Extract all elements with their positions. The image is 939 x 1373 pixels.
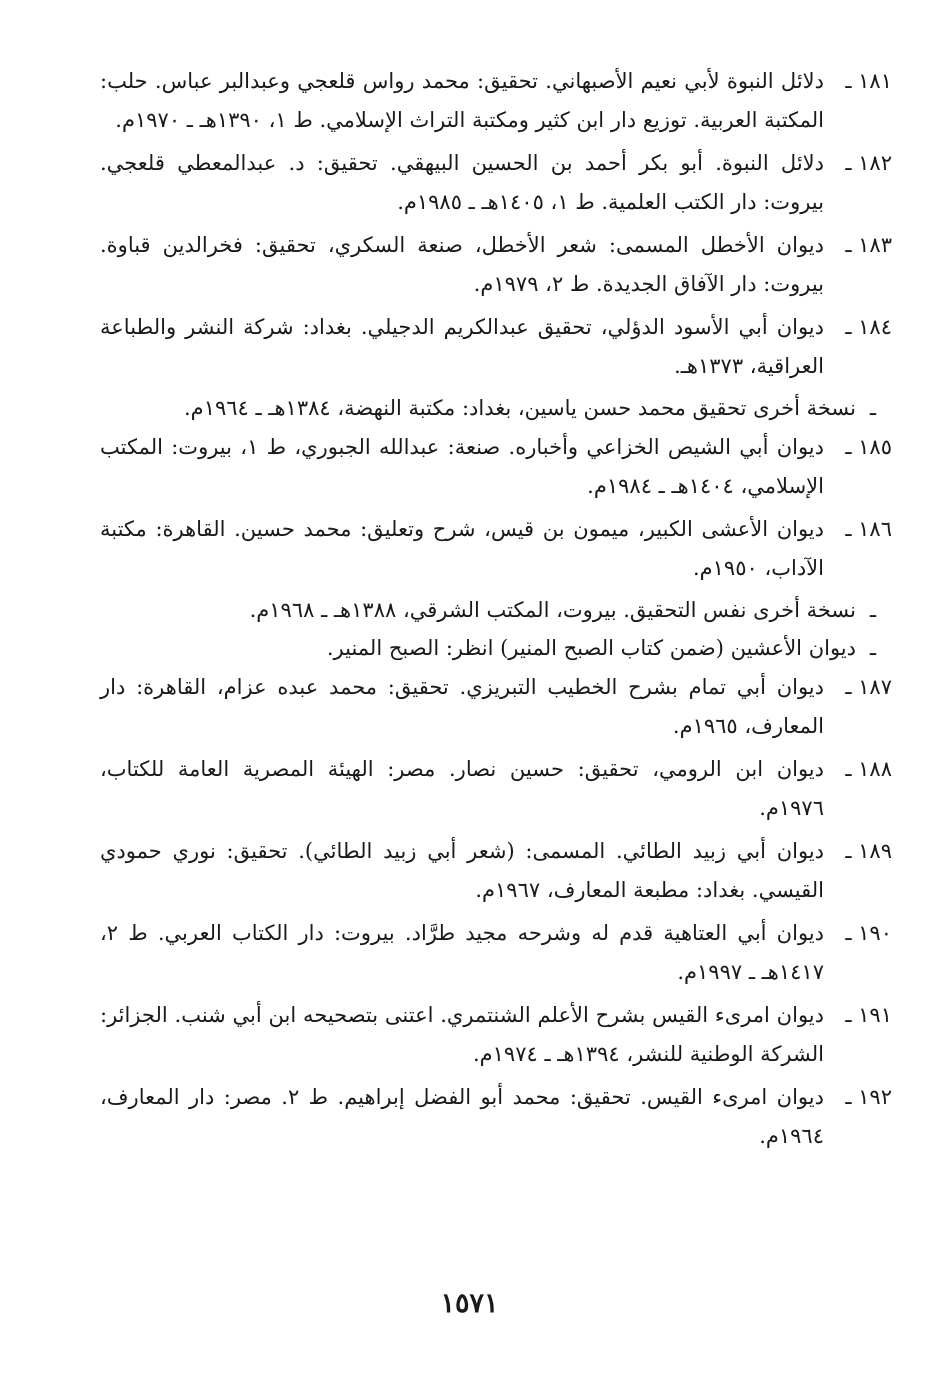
subentry-dash: ـ xyxy=(869,396,876,420)
subentry-dash: ـ xyxy=(869,636,876,660)
entry-text: ديوان أبي الأسود الدؤلي، تحقيق عبدالكريم الدجيلي. بغداد: شركة النشر والطباعة العراقية، ١٣٧٣هـ. xyxy=(100,315,824,378)
bibliography-entry-181 xyxy=(100,62,892,140)
bibliography-entry-191 xyxy=(100,996,892,1074)
subentry-dash: ـ xyxy=(869,598,876,622)
bibliography-list xyxy=(100,62,892,1160)
entry-text: دلائل النبوة. أبو بكر أحمد بن الحسين البيهقي. تحقيق: د. عبدالمعطي قلعجي. بيروت: دار الكتب العلمية. ط ١، ١٤٠٥هـ ـ ١٩٨٥م. xyxy=(100,151,824,214)
bibliography-entry-187 xyxy=(100,668,892,746)
bibliography-entry-188 xyxy=(100,750,892,828)
entry-text: ديوان امرىء القيس. تحقيق: محمد أبو الفضل إبراهيم. ط ٢. مصر: دار المعارف، ١٩٦٤م. xyxy=(100,1085,824,1148)
entry-number: ١٨٩ ـ xyxy=(845,839,892,863)
entry-text: ديوان أبي الشيص الخزاعي وأخباره. صنعة: عبدالله الجبوري، ط ١، بيروت: المكتب الإسلامي، ١٤٠٤هـ ـ ١٩٨٤م. xyxy=(100,435,824,498)
entry-text: ديوان الأخطل المسمى: شعر الأخطل، صنعة السكري، تحقيق: فخرالدين قباوة. بيروت: دار الآفاق الجديدة. ط ٢، ١٩٧٩م. xyxy=(100,233,824,296)
entry-number: ١٩٢ ـ xyxy=(845,1085,892,1109)
page-number: ١٥٧١ xyxy=(440,1288,499,1319)
bibliography-subentry xyxy=(100,390,892,426)
bibliography-subentry xyxy=(100,630,892,666)
bibliography-entry-186 xyxy=(100,510,892,588)
bibliography-entry-192 xyxy=(100,1078,892,1156)
entry-number: ١٨١ ـ xyxy=(845,69,892,93)
entry-text: ديوان أبي تمام بشرح الخطيب التبريزي. تحقيق: محمد عبده عزام، القاهرة: دار المعارف، ١٩٦٥م. xyxy=(100,675,824,738)
bibliography-entry-189 xyxy=(100,832,892,910)
entry-text: ديوان امرىء القيس بشرح الأعلم الشنتمري. اعتنى بتصحيحه ابن أبي شنب. الجزائر: الشركة الوطنية للنشر، ١٣٩٤هـ ـ ١٩٧٤م. xyxy=(100,1003,824,1066)
bibliography-entry-190 xyxy=(100,914,892,992)
entry-number: ١٨٦ ـ xyxy=(845,517,892,541)
bibliography-subentry xyxy=(100,592,892,628)
entry-number: ١٨٢ ـ xyxy=(845,151,892,175)
bibliography-entry-182 xyxy=(100,144,892,222)
subentry-text: ديوان الأعشين (ضمن كتاب الصبح المنير) انظر: الصبح المنير. xyxy=(326,636,856,660)
entry-text: ديوان أبي العتاهية قدم له وشرحه مجيد طرَّاد. بيروت: دار الكتاب العربي. ط ٢، ١٤١٧هـ ـ ١٩٩٧م. xyxy=(100,921,824,984)
subentry-text: نسخة أخرى نفس التحقيق. بيروت، المكتب الشرقي، ١٣٨٨هـ ـ ١٩٦٨م. xyxy=(249,598,856,622)
entry-text: ديوان أبي زبيد الطائي. المسمى: (شعر أبي زبيد الطائي). تحقيق: نوري حمودي القيسي. بغداد: مطبعة المعارف، ١٩٦٧م. xyxy=(100,839,824,902)
bibliography-entry-185 xyxy=(100,428,892,506)
entry-number: ١٨٨ ـ xyxy=(845,757,892,781)
entry-text: ديوان الأعشى الكبير، ميمون بن قيس، شرح وتعليق: محمد حسين. القاهرة: مكتبة الآداب، ١٩٥٠م. xyxy=(100,517,824,580)
entry-number: ١٨٤ ـ xyxy=(845,315,892,339)
entry-number: ١٩٠ ـ xyxy=(845,921,892,945)
subentry-text: نسخة أخرى تحقيق محمد حسن ياسين، بغداد: مكتبة النهضة، ١٣٨٤هـ ـ ١٩٦٤م. xyxy=(184,396,856,420)
entry-number: ١٨٥ ـ xyxy=(845,435,892,459)
entry-number: ١٨٣ ـ xyxy=(845,233,892,257)
entry-number: ١٨٧ ـ xyxy=(845,675,892,699)
bibliography-entry-184 xyxy=(100,308,892,386)
entry-text: ديوان ابن الرومي، تحقيق: حسين نصار. مصر: الهيئة المصرية العامة للكتاب، ١٩٧٦م. xyxy=(100,757,824,820)
entry-text: دلائل النبوة لأبي نعيم الأصبهاني. تحقيق: محمد رواس قلعجي وعبدالبر عباس. حلب: المكتبة العربية. توزيع دار ابن كثير ومكتبة التراث الإسلامي. ط ١، ١٣٩٠هـ ـ ١٩٧٠م. xyxy=(100,69,824,132)
bibliography-entry-183 xyxy=(100,226,892,304)
entry-number: ١٩١ ـ xyxy=(845,1003,892,1027)
